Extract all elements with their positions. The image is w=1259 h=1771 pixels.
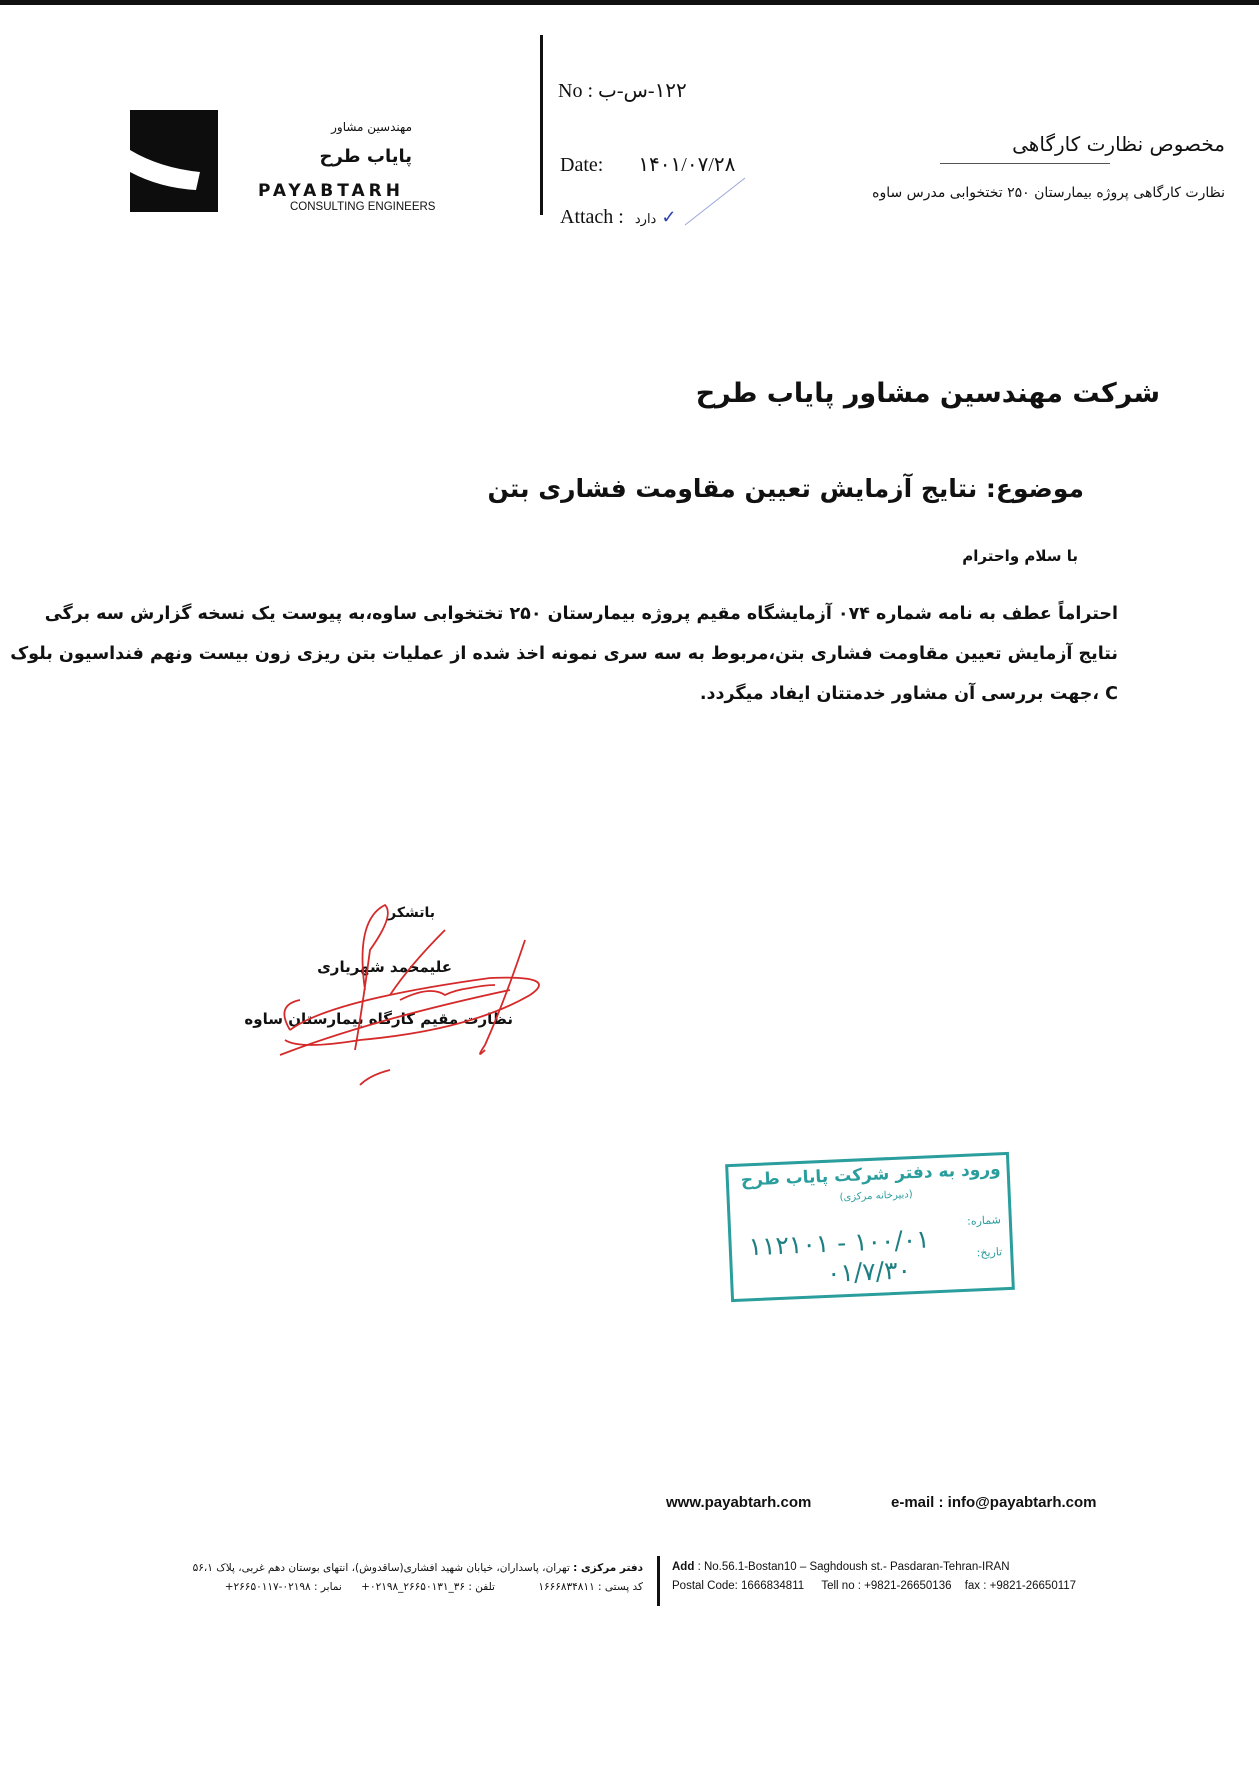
closing: باتشکر — [388, 905, 435, 921]
letter-number — [558, 78, 687, 103]
footer-fa-address — [193, 1562, 643, 1574]
signer-title: نظارت مقیم کارگاه بیمارستان ساوه — [244, 1010, 513, 1028]
footer-fa-address-text: تهران، پاسداران، خیابان شهید افشاری(ساقدوش)، انتهای بوستان دهم غربی، پلاک ۵۶،۱ — [192, 1562, 570, 1574]
receipt-stamp — [725, 1152, 1015, 1302]
subject: موضوع: نتایج آزمایش تعیین مقاومت فشاری بتن — [487, 474, 1084, 503]
scan-top-edge — [0, 0, 1259, 5]
logo-fa-subtitle: مهندسین مشاور — [331, 120, 412, 134]
footer-website[interactable]: www.payabtarh.com — [666, 1494, 812, 1511]
signer-name: علیمحمد شهریاری — [317, 958, 452, 976]
stamp-date-label: تاریخ: — [976, 1245, 1003, 1260]
letter-number-value: ۱۲۲-س-ب — [598, 80, 687, 102]
footer-en-phone: Tell no : +9821-26650136 — [821, 1580, 952, 1592]
body-line: نتایج آزمایش تعیین مقاومت فشاری بتن،مربوط به سه سری نمونه اخذ شده از عملیات بتن ریزی زون بیست ونهم فنداسیون بلوک — [10, 644, 1118, 664]
logo-fa-name: پایاب طرح — [319, 146, 412, 167]
footer-en-postal: Postal Code: 1666834811 — [672, 1580, 805, 1592]
attach-pen-stroke — [680, 175, 750, 230]
checkmark-icon: ✓ — [661, 207, 677, 227]
addressee: شرکت مهندسین مشاور پایاب طرح — [695, 378, 1160, 409]
body-line: C ،جهت بررسی آن مشاور خدمتتان ایفاد میگردد. — [699, 684, 1118, 704]
footer-divider — [657, 1556, 660, 1606]
letter-date-value: ۱۴۰۱/۰۷/۲۸ — [638, 154, 736, 176]
footer-fa-contacts — [225, 1581, 643, 1593]
logo-en-subtitle: CONSULTING ENGINEERS — [290, 201, 436, 213]
footer-fa-address-label: دفتر مرکزی : — [573, 1562, 643, 1574]
stamp-number-label: شماره: — [966, 1213, 1002, 1228]
handwritten-signature — [270, 890, 570, 1090]
footer-fa-postal: کد پستی : ۱۶۶۶۸۳۴۸۱۱ — [538, 1581, 643, 1593]
body-line: احتراماً عطف به نامه شماره ۰۷۴ آزمایشگاه مقیم پروژه بیمارستان ۲۵۰ تختخوابی ساوه،به پیوست یک نسخه گزارش سه برگی — [44, 604, 1118, 624]
header-divider — [540, 35, 543, 215]
stamp-date-value: ۰۱/۷/۳۰ — [826, 1255, 912, 1288]
greeting: با سلام واحترام — [962, 547, 1078, 565]
letter-attach-label: Attach : — [560, 206, 624, 228]
footer-fa-fax: نمابر : ۰۲۱۹۸-۲۶۶۵۰۱۱۷+ — [224, 1581, 342, 1593]
letter-date — [560, 152, 735, 177]
footer-email[interactable]: e-mail : info@payabtarh.com — [891, 1494, 1097, 1511]
footer-fa-phone: تلفن : ۳۶_۲۶۶۵۰۱۳۱_۰۲۱۹۸+ — [361, 1581, 495, 1593]
letter-date-label: Date: — [560, 154, 604, 176]
letter-attach — [560, 206, 676, 229]
footer-en-contacts — [672, 1580, 1076, 1592]
stamp-number-value: ۱۰۰/۰۱ - ۱۱۲۱۰۱ — [748, 1224, 931, 1262]
footer-en-address — [672, 1561, 1010, 1573]
logo-en-name: PAYABTARH — [258, 181, 404, 201]
recipient-title: مخصوص نظارت کارگاهی — [1012, 132, 1225, 156]
stamp-subtitle: (دبیرخانه مرکزی) — [839, 1189, 913, 1204]
footer-en-address-text: : No.56.1-Bostan10 – Saghdoush st.- Pasdaran-Tehran-IRAN — [697, 1561, 1010, 1573]
footer-en-address-label: Add — [672, 1561, 695, 1573]
footer-en-fax: fax : +9821-26650117 — [964, 1580, 1077, 1592]
letter-number-label: No : — [558, 80, 593, 102]
letter-attach-value: دارد — [634, 211, 657, 226]
recipient-underline — [940, 163, 1110, 164]
stamp-title: ورود به دفتر شرکت پایاب طرح — [740, 1159, 1002, 1191]
company-logo-mark — [130, 110, 218, 212]
recipient-subtitle: نظارت کارگاهی پروژه بیمارستان ۲۵۰ تختخوابی مدرس ساوه — [872, 185, 1225, 201]
